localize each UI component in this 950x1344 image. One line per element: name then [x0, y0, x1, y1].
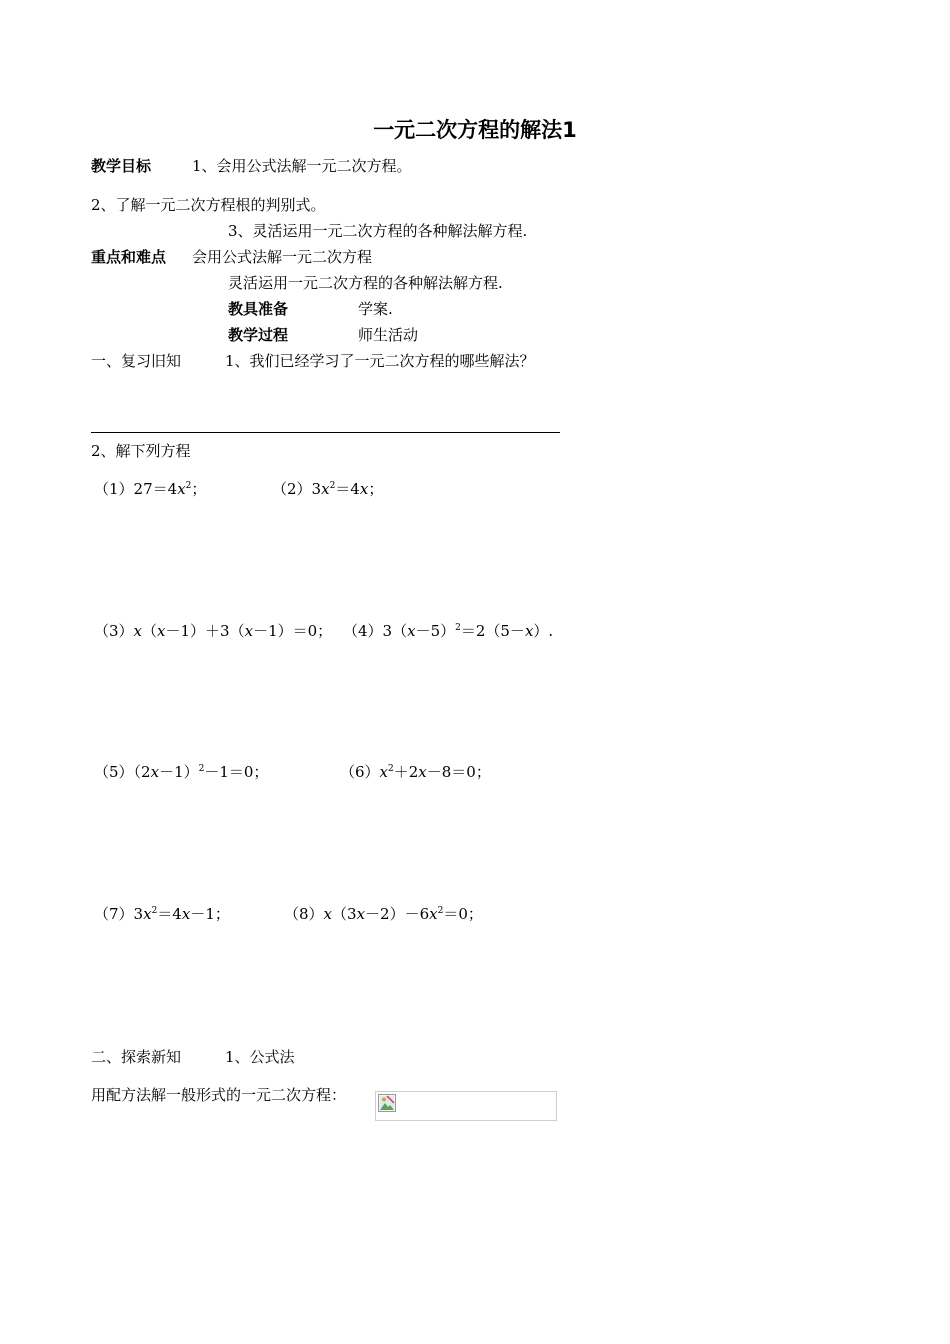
explore-text: 用配方法解一般形式的一元二次方程： [91, 1086, 347, 1104]
equation-2: $(2)3x^2=4x$； [272, 480, 384, 498]
broken-image-icon [378, 1094, 396, 1112]
focus-label: 重点和难点 [91, 248, 167, 266]
goal-item-1: 1、会用公式法解一元二次方程。 [192, 157, 412, 175]
focus-line-1: 会用公式法解一元二次方程 [192, 248, 373, 266]
tools-value: 学案. [358, 300, 393, 318]
equation-7: $(7)3x^2=4x-1$； [94, 905, 230, 923]
focus-line-2: 灵活运用一元二次方程的各种解法解方程. [228, 274, 503, 292]
goal-item-2: 2、了解一元二次方程根的判别式。 [91, 196, 326, 214]
equation-8: $(8)x(3x-2)-6x^2=0$； [284, 905, 483, 923]
goal-item-3: 3、灵活运用一元二次方程的各种解法解方程. [228, 222, 528, 240]
answer-line [91, 432, 560, 433]
equation-5: $(5)(2x-1)^2-1=0$； [94, 763, 269, 781]
process-label: 教学过程 [228, 326, 289, 344]
tools-label: 教具准备 [228, 300, 289, 318]
explore-heading: 二、探索新知 [91, 1048, 182, 1066]
solve-heading: 2、解下列方程 [91, 442, 191, 460]
explore-topic: 1、公式法 [225, 1048, 295, 1066]
broken-image-placeholder [375, 1091, 557, 1121]
goals-label: 教学目标 [91, 157, 152, 175]
process-value: 师生活动 [358, 326, 419, 344]
page-title: 一元二次方程的解法1 [373, 118, 577, 142]
review-question: 1、我们已经学习了一元二次方程的哪些解法？ [225, 352, 535, 370]
review-heading: 一、复习旧知 [91, 352, 182, 370]
equation-4: $(4)3(x-5)^2=2(5-x)$. [343, 622, 554, 640]
equation-3: （3）x（x－1）＋3（x－1）＝0； [94, 622, 333, 640]
equation-1: $(1)27=4x^2$； [94, 480, 207, 498]
equation-6: $(6)x^2+2x-8=0$； [340, 763, 491, 781]
